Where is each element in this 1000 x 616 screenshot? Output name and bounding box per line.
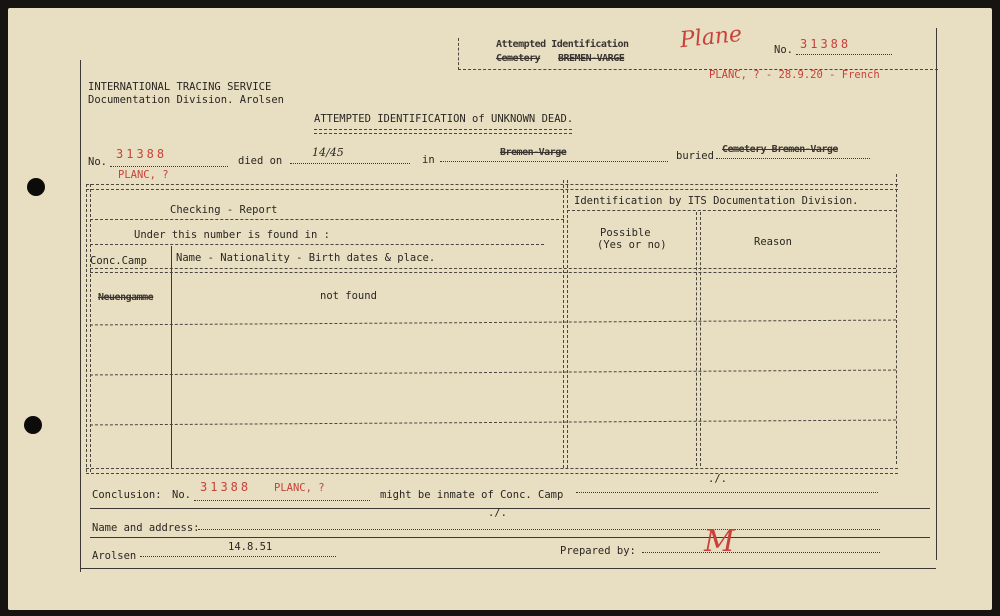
row1-result: not found: [320, 290, 377, 302]
row1-camp: Neuengamme: [98, 292, 154, 303]
cemetery-label: Cemetery: [496, 53, 541, 64]
handwritten-name: Plane: [678, 21, 744, 54]
signature: M: [704, 524, 735, 559]
prepared-by-label: Prepared by:: [560, 545, 636, 557]
possible-header-1: Possible: [600, 227, 651, 239]
died-on-value: 14/45: [312, 146, 344, 159]
col-name-header: Name - Nationality - Birth dates & place.: [176, 252, 436, 264]
reason-header: Reason: [754, 236, 792, 248]
cemetery-struck-value: BREMEN-VARGE: [558, 53, 625, 64]
checking-report-header: Checking - Report: [170, 204, 278, 216]
in-label: in: [422, 154, 435, 166]
record-no-label: No.: [88, 156, 107, 168]
conclusion-no-value: 31388: [200, 480, 252, 494]
document-title: ATTEMPTED IDENTIFICATION of UNKNOWN DEAD.: [314, 113, 574, 125]
buried-value: Cemetery Bremen-Varge: [722, 144, 838, 155]
col-camp-header: Conc.Camp: [90, 255, 147, 267]
buried-label: buried: [676, 150, 714, 162]
conclusion-inmate-text: might be inmate of Conc. Camp: [380, 489, 564, 501]
header-subject-line: PLANC, ? - 28.9.20 - French: [709, 69, 880, 81]
possible-header-2: (Yes or no): [597, 239, 667, 251]
record-no-value: 31388: [116, 147, 168, 161]
punch-hole-top: [27, 178, 45, 196]
record-name-value: PLANC, ?: [118, 169, 169, 181]
org-line-1: INTERNATIONAL TRACING SERVICE: [88, 81, 272, 93]
conclusion-label: Conclusion:: [92, 489, 162, 501]
identification-header: Identification by ITS Documentation Division.: [574, 195, 859, 207]
conclusion-no-label: No.: [172, 489, 191, 501]
conclusion-camp-value: ./.: [708, 473, 727, 485]
header-no-label: No.: [774, 44, 793, 56]
attempted-identification-label: Attempted Identification: [496, 39, 629, 50]
name-address-value: ./.: [488, 507, 507, 519]
under-number-label: Under this number is found in :: [134, 229, 330, 241]
footer-place: Arolsen: [92, 550, 137, 562]
died-on-label: died on: [238, 155, 283, 167]
header-no-value: 31388: [800, 37, 852, 51]
conclusion-name-value: PLANC, ?: [274, 482, 325, 494]
footer-date: 14.8.51: [228, 541, 273, 553]
name-address-label: Name and address:: [92, 522, 200, 534]
in-value: Bremen-Varge: [500, 147, 567, 158]
punch-hole-bottom: [24, 416, 42, 434]
org-line-2: Documentation Division. Arolsen: [88, 94, 284, 106]
